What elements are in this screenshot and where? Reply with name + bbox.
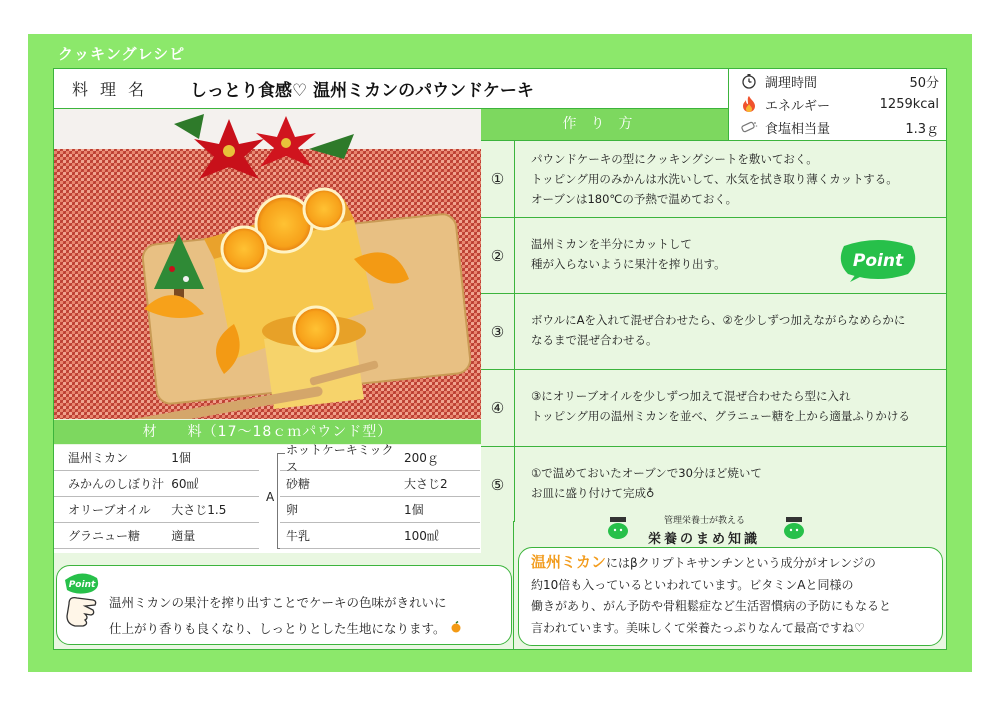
ingredient-qty: 100㎖ [404, 529, 439, 543]
stat-value: 50分 [909, 75, 939, 91]
step-line: オーブンは180℃の予熱で温めておく。 [531, 192, 738, 206]
ingredient-qty: 適量 [171, 529, 196, 543]
note-line-text: 仕上がり香りも良くなり、しっとりとした生地になります。 [109, 621, 446, 636]
ingredient-row [280, 442, 480, 474]
ingredient-name: 牛乳 [286, 529, 311, 543]
nutrition-highlight: 温州ミカン [531, 553, 607, 571]
ingredient-row [54, 445, 259, 471]
point-badge [838, 238, 918, 286]
dish-name: しっとり食感♡ 温州ミカンのパウンドケーキ [190, 81, 534, 101]
step-line: パウンドケーキの型にクッキングシートを敷いておく。 [531, 152, 818, 166]
dish-label: 料理名 [72, 80, 157, 99]
nutrition-subtitle: 管理栄養士が教える [664, 516, 746, 526]
step-2 [481, 217, 946, 293]
step-line: ボウルにAを入れて混ぜ合わせたら、②を少しずつ加えながらなめらかに [531, 313, 906, 327]
nutrition-note [518, 547, 943, 646]
stat-label: 食塩相当量 [765, 121, 831, 137]
ingredient-qty: 大さじ1.5 [171, 503, 227, 517]
nutrition-line: 言われています。美味しくて栄養たっぷりなんて最高ですね♡ [531, 620, 865, 635]
ingredient-qty: 大さじ2 [404, 477, 448, 491]
stat-salt [739, 116, 939, 138]
steps-header: 作り方 [481, 109, 729, 140]
step-number: ⑤ [481, 447, 515, 522]
step-4 [481, 369, 946, 446]
nutrition-line: 働きがあり、がん予防や骨粗鬆症など生活習慣病の予防にもなると [531, 599, 892, 613]
point-note [56, 565, 512, 645]
ingredient-qty: 1個 [171, 451, 191, 465]
stat-cooking-time [739, 70, 939, 92]
step-number: ② [481, 218, 515, 293]
point-badge-text: Point [852, 251, 904, 271]
step-line: 温州ミカンを半分にカットして [531, 237, 692, 251]
ingredient-row [280, 497, 480, 523]
flame-icon [739, 95, 759, 113]
stat-energy [739, 93, 939, 115]
orange-icon [450, 621, 462, 636]
ingredients-header: 材 料（17～18ｃｍパウンド型） [54, 420, 481, 444]
sheet-title: クッキングレシピ [58, 45, 186, 63]
point-note-text [109, 590, 462, 642]
ingredient-name: みかんのしぼり汁 [68, 477, 165, 491]
step-line: ①で温めておいたオーブンで30分ほど焼いて [531, 466, 762, 480]
ingredient-name: 温州ミカン [68, 451, 129, 465]
step-line: なるまで混ぜ合わせる。 [531, 333, 658, 347]
step-1 [481, 140, 946, 217]
step-text [531, 386, 910, 426]
step-3 [481, 293, 946, 369]
salt-icon [739, 118, 759, 136]
step-number: ③ [481, 294, 515, 369]
nutrition-line [531, 552, 939, 575]
nutrition-text [531, 552, 939, 639]
step-line: 種が入らないように果汁を搾り出す。 [531, 257, 726, 271]
nutrition-title: 栄養のまめ知識 [648, 532, 761, 547]
pointing-hand-icon [63, 570, 107, 638]
group-a-label: A [266, 490, 275, 504]
step-number: ④ [481, 370, 515, 446]
step-line: トッピング用の温州ミカンを並べ、グラニュー糖を上から適量ふりかける [531, 409, 910, 423]
step-text [531, 149, 898, 209]
ingredient-row [54, 497, 259, 523]
step-line: お皿に盛り付けて完成♁ [531, 486, 655, 500]
step-text [531, 234, 726, 274]
stat-value: 1.3ｇ [905, 121, 939, 137]
ingredient-qty: 200ｇ [404, 451, 439, 465]
note-line [109, 616, 462, 642]
dish-name-row [54, 69, 729, 109]
ingredient-name: ホットケーキミックス [286, 442, 394, 474]
ingredient-name: 砂糖 [286, 477, 311, 491]
ingredient-qty: 60㎖ [171, 477, 199, 491]
stats-box [729, 69, 946, 141]
bottom-divider [513, 521, 514, 649]
step-line: ③にオリーブオイルを少しずつ加えて混ぜ合わせたら型に入れ [531, 389, 851, 403]
stat-label: エネルギー [765, 98, 831, 114]
ingredient-qty: 1個 [404, 503, 424, 517]
ingredient-name: オリーブオイル [68, 503, 151, 517]
stat-label: 調理時間 [765, 75, 818, 91]
note-line: 温州ミカンの果汁を搾り出すことでケーキの色味がきれいに [109, 595, 447, 610]
step-text [531, 463, 762, 503]
ingredient-row [54, 523, 259, 549]
clock-icon [739, 72, 759, 90]
ingredient-row [54, 471, 259, 497]
step-number: ① [481, 141, 515, 217]
ingredient-row [280, 523, 480, 549]
nutrition-line-text: にはβクリプトキサンチンという成分がオレンジの [606, 556, 876, 570]
recipe-card [53, 68, 947, 650]
nutrition-line: 約10倍も入っているといわれています。ビタミンAと同様の [531, 577, 854, 592]
ingredient-row [280, 471, 480, 497]
step-text [531, 310, 905, 350]
ingredient-name: 卵 [286, 503, 299, 517]
step-line: トッピング用のみかんは水洗いして、水気を拭き取り薄くカットする。 [531, 172, 898, 186]
ingredient-name: グラニュー糖 [68, 529, 141, 543]
ingredients-table [54, 442, 481, 553]
point-note-badge: Point [68, 580, 96, 590]
cake-photo [54, 109, 481, 419]
stat-value: 1259kcal [879, 96, 939, 112]
